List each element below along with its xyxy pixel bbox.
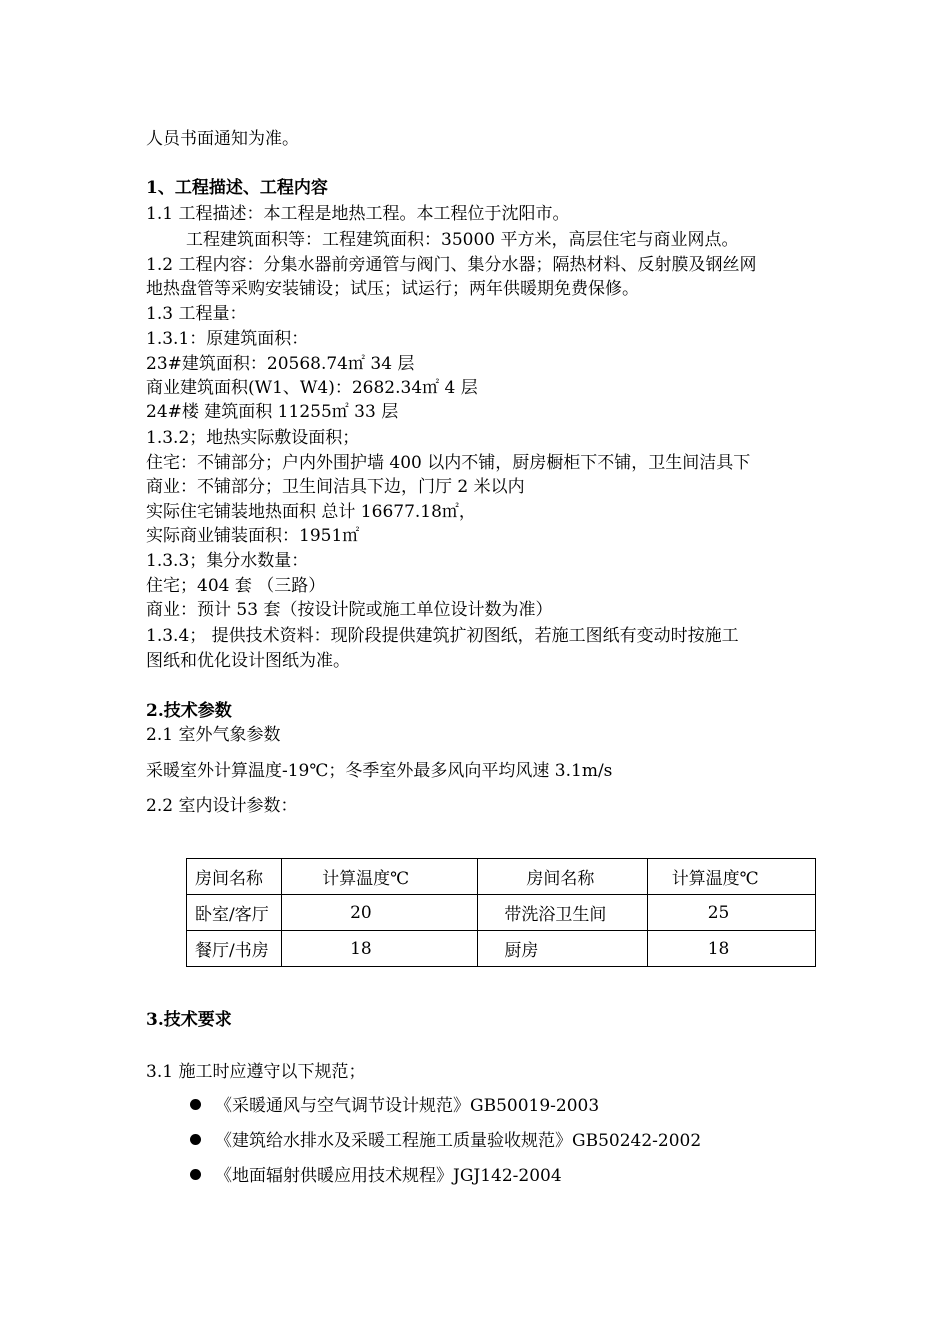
text-line: 3.1 施工时应遵守以下规范；: [146, 1062, 366, 1082]
table-cell: 卧室/客厅: [187, 895, 282, 931]
table-header-cell: 计算温度℃: [282, 859, 478, 895]
text-line: 实际住宅铺装地热面积 总计 16677.18㎡，: [146, 502, 476, 522]
standard-name: 《采暖通风与空气调节设计规范》GB50019-2003: [215, 1096, 600, 1116]
bullet-icon: [190, 1099, 201, 1110]
table-cell: 18: [282, 931, 478, 967]
table-cell: 带洗浴卫生间: [478, 895, 647, 931]
text-line: 商业：预计 53 套（按设计院或施工单位设计数为准）: [146, 600, 553, 620]
text-line: 24#楼 建筑面积 11255㎡ 33 层: [146, 402, 399, 422]
standard-name: 《建筑给水排水及采暖工程施工质量验收规范》GB50242-2002: [215, 1131, 702, 1151]
text-line: 23#建筑面积：20568.74㎡ 34 层: [146, 354, 415, 374]
text-line: 1.3 工程量：: [146, 304, 247, 324]
text-line: 工程建筑面积等：工程建筑面积：35000 平方米，高层住宅与商业网点。: [186, 230, 739, 250]
list-item: [190, 1129, 701, 1153]
table-cell: 20: [282, 895, 478, 931]
section-heading-1: 1、工程描述、工程内容: [146, 178, 328, 198]
text-line: 商业：不铺部分；卫生间洁具下边，门厅 2 米以内: [146, 477, 525, 497]
text-line: 1.3.1：原建筑面积：: [146, 329, 309, 349]
standard-name: 《地面辐射供暖应用技术规程》JGJ142-2004: [215, 1166, 562, 1186]
text-line: 图纸和优化设计图纸为准。: [146, 651, 350, 671]
text-line: 人员书面通知为准。: [146, 129, 299, 149]
table-header-cell: 计算温度℃: [647, 859, 815, 895]
text-line: 1.1 工程描述：本工程是地热工程。本工程位于沈阳市。: [146, 204, 570, 224]
text-line: 1.3.4； 提供技术资料：现阶段提供建筑扩初图纸，若施工图纸有变动时按施工: [146, 626, 739, 646]
table-row: [187, 895, 816, 931]
table-header-cell: 房间名称: [478, 859, 647, 895]
bullet-icon: [190, 1169, 201, 1180]
list-item: [190, 1164, 562, 1188]
text-line: 2.1 室外气象参数: [146, 725, 281, 745]
text-line: 1.2 工程内容：分集水器前旁通管与阀门、集分水器；隔热材料、反射膜及钢丝网: [146, 255, 757, 275]
text-line: 商业建筑面积(W1、W4)：2682.34㎡ 4 层: [146, 378, 478, 398]
list-item: [190, 1094, 599, 1118]
text-line: 2.2 室内设计参数：: [146, 796, 298, 816]
table-row: [187, 931, 816, 967]
section-heading-3: 3.技术要求: [146, 1010, 232, 1030]
text-line: 实际商业铺装面积：1951㎡: [146, 526, 360, 546]
section-heading-2: 2.技术参数: [146, 701, 232, 721]
text-line: 采暖室外计算温度-19℃；冬季室外最多风向平均风速 3.1m/s: [146, 761, 613, 781]
indoor-design-params-table: [186, 858, 816, 967]
table-header-row: [187, 859, 816, 895]
text-line: 1.3.2；地热实际敷设面积；: [146, 428, 360, 448]
table-cell: 厨房: [478, 931, 647, 967]
text-line: 1.3.3；集分水数量：: [146, 551, 309, 571]
text-line: 住宅：不铺部分；户内外围护墙 400 以内不铺，厨房橱柜下不铺，卫生间洁具下: [146, 453, 751, 473]
text-line: 住宅；404 套 （三路）: [146, 576, 326, 596]
table-cell: 25: [647, 895, 815, 931]
table-header-cell: 房间名称: [187, 859, 282, 895]
bullet-icon: [190, 1134, 201, 1145]
table-cell: 餐厅/书房: [187, 931, 282, 967]
table-cell: 18: [647, 931, 815, 967]
text-line: 地热盘管等采购安装铺设；试压；试运行；两年供暖期免费保修。: [146, 279, 639, 299]
